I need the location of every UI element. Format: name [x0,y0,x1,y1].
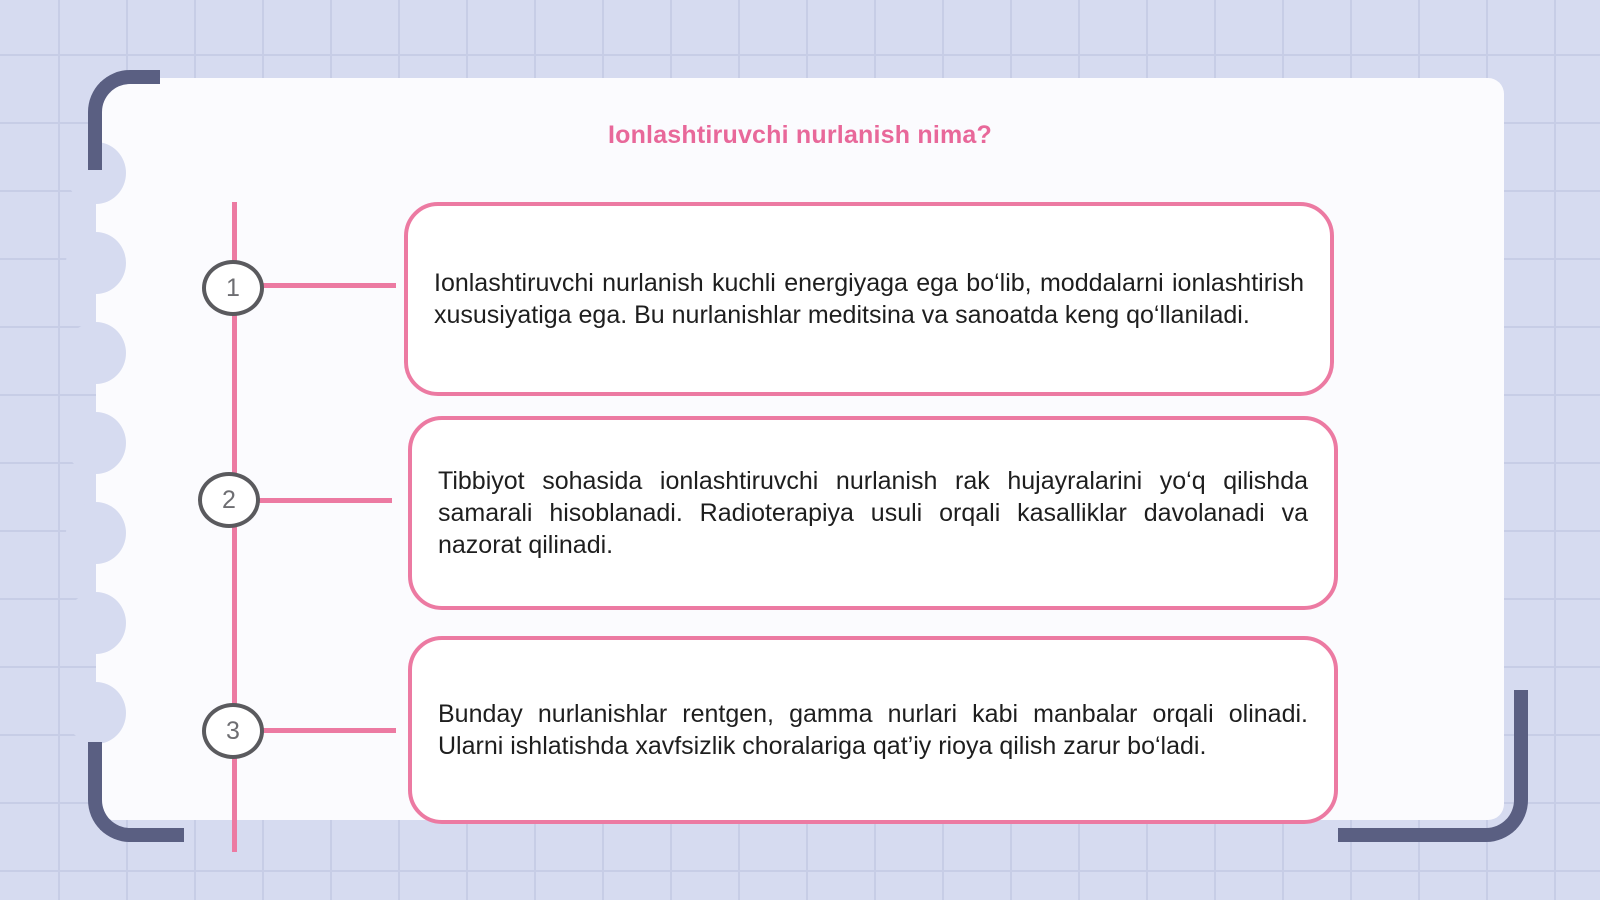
frame-corner-top-left [88,70,160,170]
timeline-connector-2 [258,498,392,503]
step-number-3: 3 [202,703,264,759]
notebook-hole [66,592,126,654]
info-box-1 [404,202,1334,396]
notebook-hole [66,232,126,294]
frame-corner-bottom-right [1338,690,1528,842]
info-box-3 [408,636,1338,824]
notebook-hole [66,502,126,564]
info-text-1: Ionlashtiruvchi nurlanish kuchli energiyaga ega bo‘lib, moddalarni ionlashtirish xususiyatiga ega. Bu nurlanishlar meditsina va sanoatda keng qo‘llaniladi. [434,269,1304,329]
step-number-2: 2 [198,472,260,528]
info-box-2 [408,416,1338,610]
frame-corner-bottom-left [88,742,184,842]
timeline-connector-1 [262,283,396,288]
notebook-hole [66,322,126,384]
slide-title: Ionlashtiruvchi nurlanish nima? [607,121,993,149]
notebook-hole [66,682,126,744]
notebook-hole [66,412,126,474]
timeline-connector-3 [262,728,396,733]
info-text-3: Bunday nurlanishlar rentgen, gamma nurlari kabi manbalar orqali olinadi. Ularni ishlatishda xavfsizlik choralariga qat’iy rioya qilish zarur bo‘ladi. [438,700,1308,760]
info-text-2: Tibbiyot sohasida ionlashtiruvchi nurlanish rak hujayralarini yo‘q qilishda samarali hisoblanadi. Radioterapiya usuli orqali kasalliklar davolanadi va nazorat qilinadi. [438,467,1308,559]
step-number-1: 1 [202,260,264,316]
